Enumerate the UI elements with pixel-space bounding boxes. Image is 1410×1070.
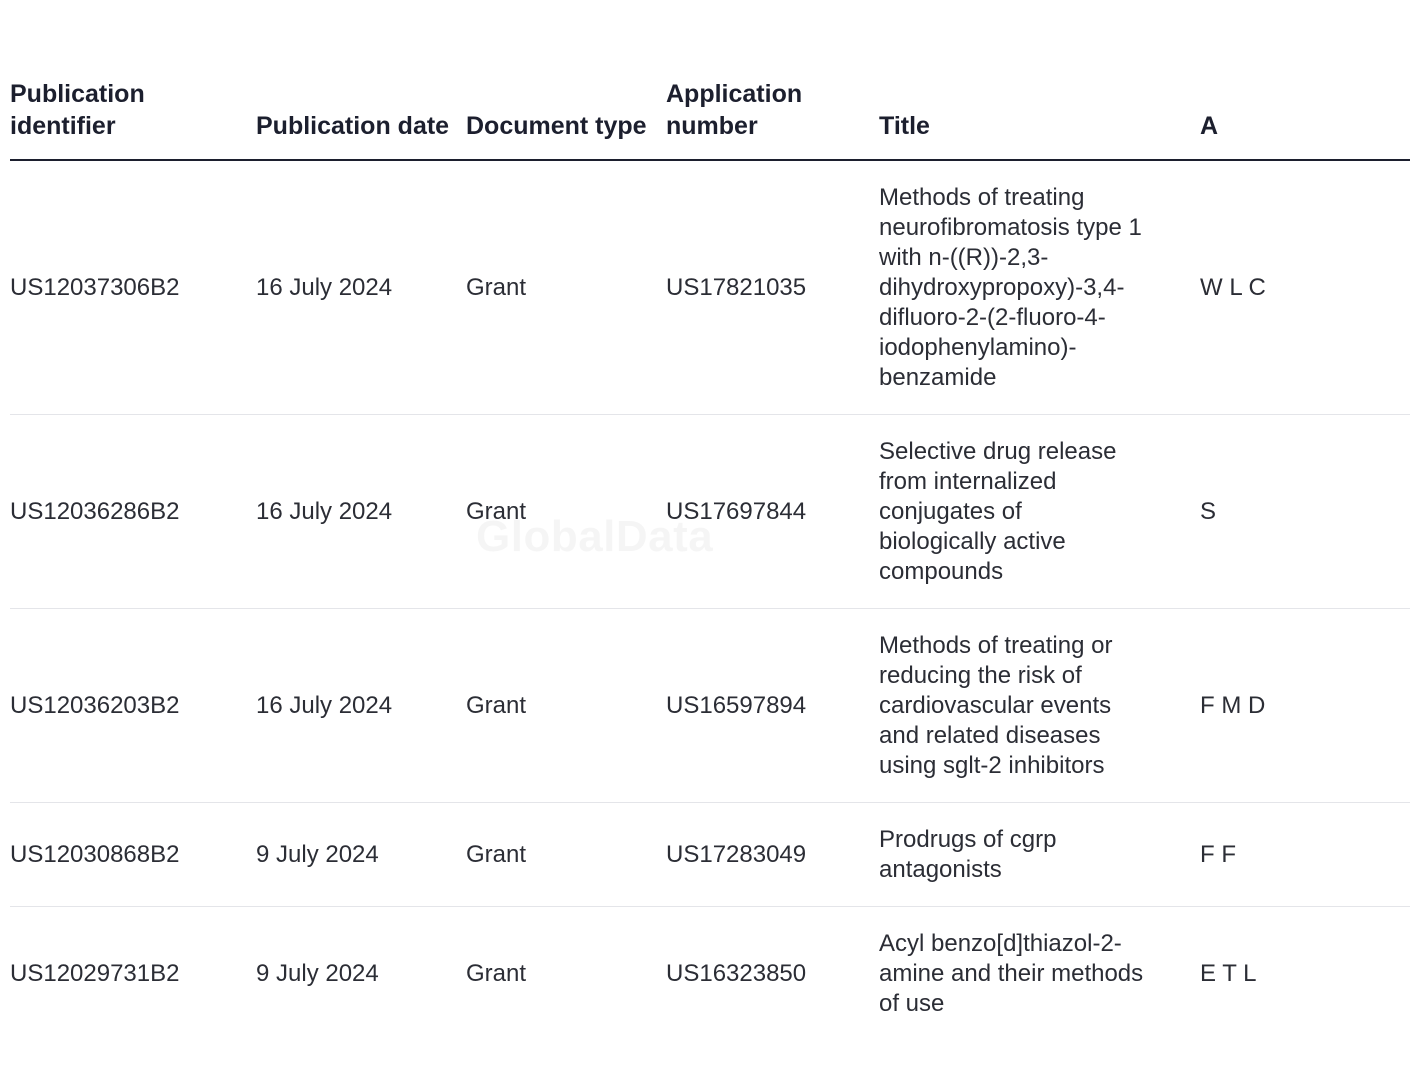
header-application-number: Application number [666,78,879,160]
patents-table-container [10,78,1266,1040]
cell-application-number: US16323850 [666,960,807,987]
cell-document-type: Grant [466,415,666,609]
cell-document-type: Grant [466,960,527,987]
cell-assignee: S [1200,415,1410,609]
cell-document-type: Grant [466,609,666,803]
header-title: Title [879,78,1200,160]
cell-document-type: Grant [466,160,666,415]
cell-title: Prodrugs of cgrp antagonists [879,803,1200,907]
header-publication-date: Publication date [256,78,466,160]
table-header-row [10,78,1410,160]
table-row [10,907,1410,1041]
cell-assignee: F M D [1200,609,1410,803]
cell-publication-identifier: US12029731B2 [10,960,180,987]
cell-application-number: US17697844 [666,415,879,609]
cell-assignee: F F [1200,803,1410,907]
header-document-type: Document type [466,78,666,160]
table-row [10,415,1410,609]
cell-title: Selective drug release from internalized conjugates of biologically active compounds [879,415,1200,609]
cell-publication-date: 9 July 2024 [256,960,379,987]
table-row [10,803,1410,907]
cell-publication-date: 16 July 2024 [256,415,466,609]
cell-application-number: US16597894 [666,609,879,803]
cell-publication-date: 16 July 2024 [256,609,466,803]
cell-title: Methods of treating neurofibromatosis type 1 with n-((R))-2,3-dihydroxypropoxy)-3,4-difluoro-2-(2-fluoro-4-iodophenylamino)-benzamide [879,160,1200,415]
cell-application-number: US17283049 [666,803,879,907]
header-assignee: A [1200,78,1410,160]
table-row [10,160,1410,415]
cell-publication-identifier: US12037306B2 [10,160,256,415]
cell-title: Methods of treating or reducing the risk of cardiovascular events and related diseases using sglt-2 inhibitors [879,609,1200,803]
cell-publication-identifier: US12036286B2 [10,415,256,609]
cell-assignee: E T L [1200,960,1257,987]
cell-title: Acyl benzo[d]thiazol-2-amine and their methods of use [879,930,1144,1017]
table-row [10,609,1410,803]
cell-assignee: W L C [1200,160,1410,415]
cell-publication-identifier: US12036203B2 [10,609,256,803]
cell-publication-identifier: US12030868B2 [10,803,256,907]
cell-publication-date: 9 July 2024 [256,803,466,907]
header-publication-identifier: Publication identifier [10,78,256,160]
patents-table [10,78,1410,1040]
cell-application-number: US17821035 [666,160,879,415]
cell-publication-date: 16 July 2024 [256,160,466,415]
cell-document-type: Grant [466,803,666,907]
